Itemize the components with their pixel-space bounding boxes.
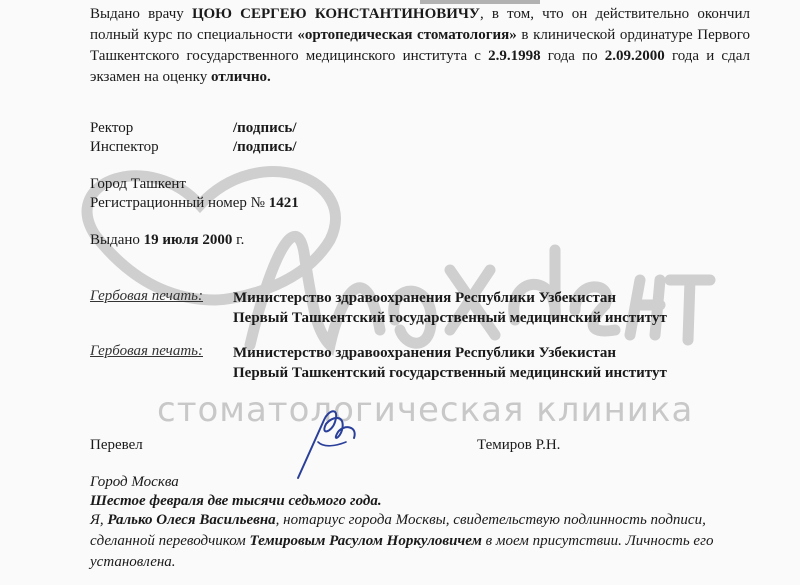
notary-name: Ралько Олеся Васильевна bbox=[107, 512, 276, 528]
text-run: года и сдал экзамен на оценку bbox=[90, 48, 750, 85]
stamp-text bbox=[233, 288, 667, 328]
text-run: года по bbox=[540, 48, 605, 64]
text-run: Я, bbox=[90, 512, 108, 528]
rector-signature: /подпись/ bbox=[233, 120, 297, 136]
stamp-label: Гербовая печать: bbox=[90, 343, 203, 359]
stamp-label: Гербовая печать: bbox=[90, 288, 203, 304]
notary-date: Шестое февраля две тысячи седьмого года. bbox=[90, 493, 382, 509]
text-run: в клинической ординатуре Первого Ташкентского государственного медицинского института с bbox=[90, 27, 750, 64]
date-from: 2.9.1998 bbox=[488, 48, 541, 64]
inspector-label: Инспектор bbox=[90, 139, 159, 155]
date-to: 2.09.2000 bbox=[604, 48, 665, 64]
text-run: , нотариус города Москвы, свидетельствую подлинность подписи, сделанной переводчиком bbox=[90, 512, 706, 549]
registration-line bbox=[90, 195, 299, 212]
stamp-line: Министерство здравоохранения Республики Узбекистан bbox=[233, 290, 617, 306]
exam-grade: отлично. bbox=[211, 69, 271, 85]
translator-full-name: Темировым Расулом Норкуловичем bbox=[249, 533, 482, 549]
stamp-text bbox=[233, 343, 667, 383]
rector-label: Ректор bbox=[90, 120, 134, 136]
registration-label: Регистрационный номер № bbox=[90, 195, 269, 211]
text-run: Выдано врачу bbox=[90, 6, 192, 22]
registration-number: 1421 bbox=[268, 195, 299, 211]
stamp-line: Министерство здравоохранения Республики Узбекистан bbox=[233, 345, 617, 361]
stamp-line: Первый Ташкентский государственный медицинский институт bbox=[233, 310, 667, 326]
translator-name: Темиров Р.Н. bbox=[477, 437, 561, 453]
text-run: , в том, что он действительно окончил полный курс по специальности bbox=[90, 6, 750, 43]
stamp-line: Первый Ташкентский государственный медицинский институт bbox=[233, 365, 667, 381]
inspector-signature: /подпись/ bbox=[233, 139, 297, 155]
issued-line bbox=[90, 232, 244, 249]
issued-date: 19 июля 2000 bbox=[143, 232, 233, 248]
issued-label: Выдано bbox=[90, 232, 144, 248]
translated-by-label: Перевел bbox=[90, 437, 143, 453]
text-run: в моем присутствии. Личность его установлена. bbox=[90, 533, 714, 570]
graduate-name: ЦОЮ СЕРГЕЮ КОНСТАНТИНОВИЧУ bbox=[191, 6, 480, 22]
watermark-caption: стоматологическая клиника bbox=[157, 390, 694, 430]
specialty: «ортопедическая стоматология» bbox=[297, 27, 517, 43]
notary-city: Город Москва bbox=[90, 474, 179, 490]
city-tashkent: Город Ташкент bbox=[90, 176, 186, 192]
translator-signature bbox=[280, 402, 370, 482]
notary-statement bbox=[90, 510, 750, 573]
certificate-paragraph bbox=[90, 4, 750, 88]
issued-suffix: г. bbox=[232, 232, 245, 248]
